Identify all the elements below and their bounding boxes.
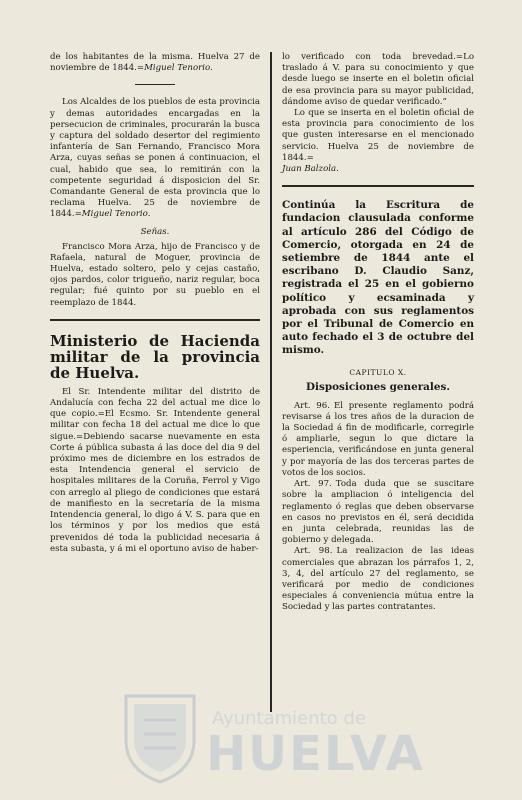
article-96-text: El presente reglamento podrá revisarse á los tres años de la duracion de la Sociedad á fin de modificarle, corregirle ó ampliarle, segun lo que dictare la esperiencia, verificándose en junta general y por mayoría de las dos terceras partes de votos de los socios.	[282, 400, 474, 478]
left-paragraph-3: Francisco Mora Arza, hijo de Francisco y de Rafaela, natural de Moguer, provincia de Huelva, estado soltero, pelo y cejas castaño, ojos pardos, color trigueño, nariz regular, boca regular; fué quinto por su pueblo en el reemplazo de 1844.	[50, 241, 260, 308]
article-97-text: Toda duda que se suscitare sobre la ampliacion ó inteligencia del reglamento ó reglas que deben observarse en casos no previstos en él, será decidida en junta celebrada, reunidas las de gobierno y delegada.	[282, 479, 474, 546]
escritura-heading: Continúa la Escritura de fundacion clausulada conforme al artículo 286 del Código de Comercio, otorgada en 24 de setiembre de 1844 ante el escribano D. Claudio Sanz, registrada el 25 en el gobierno político y ecsaminada y aprobada con sus reglamentos por el Tribunal de Comercio en auto fechado el 3 de octubre del mismo.	[282, 199, 474, 357]
article-97-number: Art. 97.	[294, 479, 332, 490]
article-98-text: La realizacion de las ideas comerciales que abrazan los párrafos 1, 2, 3, 4, del artículo 27 del reglamento, se verificará por medio de condiciones especiales á conveniencia mútua entre la Sociedad y las partes contratantes.	[282, 546, 475, 613]
section-rule-right	[282, 185, 474, 187]
section-rule	[50, 319, 260, 321]
article-96-number: Art. 96.	[294, 400, 330, 411]
left-column	[50, 52, 260, 555]
left-paragraph-1	[50, 52, 260, 74]
article-97	[282, 479, 474, 546]
ministry-title: Ministerio de Hacienda militar de la provincia de Huelva.	[50, 331, 260, 382]
watermark-text: HUELVA	[206, 726, 425, 782]
article-98	[282, 546, 474, 613]
disposiciones-heading: Disposiciones generales.	[306, 380, 450, 393]
watermark-small-text: Ayuntamiento de	[212, 708, 366, 729]
signature-tenorio-2: =Miguel Tenorio.	[74, 209, 151, 220]
left-paragraph-2	[50, 97, 260, 220]
left-paragraph-1-text: de los habitantes de la misma. Huelva 27 de noviembre de 1844.	[50, 52, 260, 74]
senas-heading: Señas.	[140, 226, 170, 237]
right-paragraph-1: lo verificado con toda brevedad.=Lo traslado á V. para su conocimiento y que desde luego se inserte en el boletin oficial de esa provincia para su mayor publicidad, dándome aviso de quedar verificado.”	[282, 52, 474, 107]
shield-icon	[120, 690, 200, 785]
separator-rule	[135, 84, 175, 85]
left-paragraph-2-text: Los Alcaldes de los pueblos de esta provincia y demas autoridades encargadas en la persecucion de criminales, procurarán la busca y captura del soldado desertor del regimiento infantería de San Fernando, Francisco Mora Arza, cuyas señas se ponen á continuacion, el cual, habido que sea, lo remitirán con la competente seguridad á disposicion del Sr. Comandante General de esta provincia que lo reclama Huelva. 25 de noviembre de 1844.	[50, 97, 260, 220]
article-98-number: Art. 98.	[294, 546, 333, 557]
right-paragraph-2	[282, 108, 474, 164]
capitulo-label: CAPITULO X.	[349, 367, 407, 377]
column-divider	[270, 52, 272, 712]
right-column	[282, 52, 474, 614]
signature-tenorio-1: =Miguel Tenorio.	[136, 63, 213, 74]
right-paragraph-2-text: Lo que se inserta en el boletin oficial de esta provincia para conocimiento de los que gusten interesarse en el mencionado servicio. Huelva 25 de noviembre de 1844.=	[282, 108, 474, 163]
article-96	[282, 401, 474, 479]
archive-watermark	[120, 690, 460, 780]
left-paragraph-4: El Sr. Intendente militar del distrito de Andalucía con fecha 22 del actual me dice lo que copio.=El Ecsmo. Sr. Intendente general militar con fecha 18 del actual me dice lo que sigue.=Debiendo sacarse nuevamente en esta Corte á pública subasta á las doce del dia 9 del próximo mes de diciembre en los estrados de esta Intendencia general el servicio de hospitales militares de la Coruña, Ferrol y Vigo con arreglo al pliego de condiciones que estará de manifiesto en la secretaría de la misma Intendencia general, lo digo á V. S. para que en los términos y por los medios que está prevenidos dé toda la publicidad necesaria á esta subasta, y á mi el oportuno aviso de haber-	[50, 386, 260, 554]
signature-balzola: Juan Balzola.	[282, 164, 339, 175]
